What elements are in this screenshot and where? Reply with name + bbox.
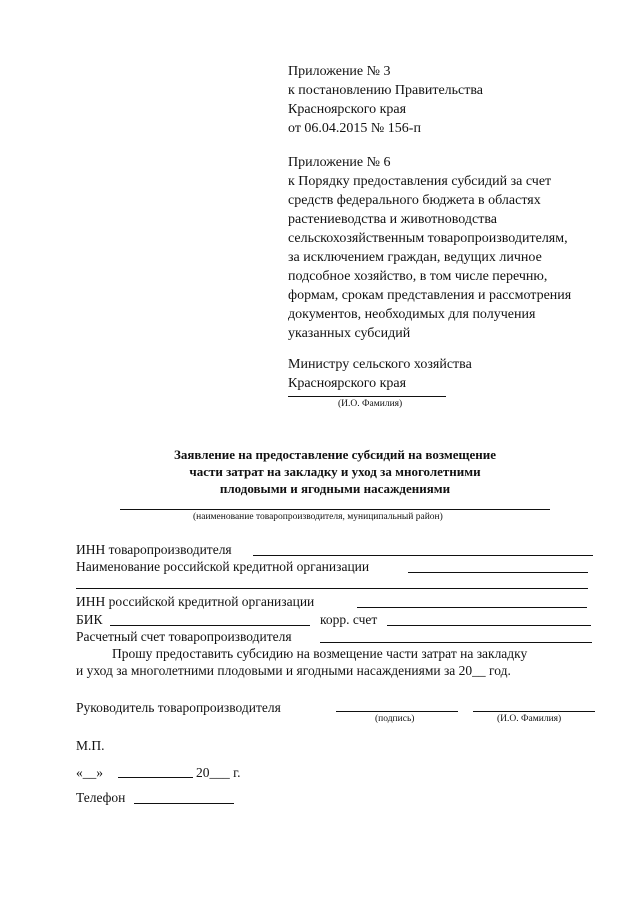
date-day: «__»	[76, 765, 103, 780]
form-title-line1: Заявление на предоставление субсидий на возмещение	[174, 447, 496, 462]
head-name-field[interactable]	[473, 711, 595, 712]
addressee-name-caption: (И.О. Фамилия)	[338, 399, 403, 409]
appendix6-line: подсобное хозяйство, в том числе перечню,	[288, 269, 548, 284]
appendix6-line: указанных субсидий	[288, 326, 411, 341]
appendix6-line: Приложение № 6	[288, 155, 391, 170]
appendix3-line3: Красноярского края	[288, 102, 407, 117]
signature-caption: (подпись)	[375, 714, 415, 724]
appendix3-line1: Приложение № 3	[288, 64, 391, 79]
bank-name-field[interactable]	[408, 572, 588, 573]
settlement-account-field[interactable]	[320, 642, 592, 643]
date-month-field[interactable]	[118, 777, 193, 778]
appendix6-line: документов, необходимых для получения	[288, 307, 536, 322]
appendix3-line4: от 06.04.2015 № 156-п	[288, 121, 421, 136]
head-label: Руководитель товаропроизводителя	[76, 700, 281, 715]
appendix6-line: средств федерального бюджета в областях	[288, 193, 541, 208]
phone-label: Телефон	[76, 790, 126, 805]
bank-name-field-continued[interactable]	[76, 588, 588, 589]
producer-name-caption: (наименование товаропроизводителя, муниципальный район)	[193, 512, 443, 522]
head-name-caption: (И.О. Фамилия)	[497, 714, 562, 724]
addressee-name-line	[288, 396, 446, 397]
bank-name-label: Наименование российской кредитной организации	[76, 559, 370, 574]
appendix6-line: сельскохозяйственным товаропроизводителям,	[288, 231, 568, 246]
producer-name-field[interactable]	[120, 509, 550, 510]
bik-label: БИК	[76, 612, 103, 627]
date-year: 20___ г.	[196, 765, 241, 780]
request-line2: и уход за многолетними плодовыми и ягодными насаждениями за 20__ год.	[76, 663, 511, 678]
inn-producer-field[interactable]	[253, 555, 593, 556]
inn-bank-field[interactable]	[357, 607, 587, 608]
form-title-line3: плодовыми и ягодными насаждениями	[219, 481, 451, 496]
seal-label: М.П.	[76, 738, 105, 753]
corr-account-field[interactable]	[387, 625, 591, 626]
appendix3-line2: к постановлению Правительства	[288, 83, 484, 98]
bik-field[interactable]	[110, 625, 310, 626]
request-line1: Прошу предоставить субсидию на возмещение части затрат на закладку	[112, 646, 528, 661]
inn-bank-label: ИНН российской кредитной организации	[76, 594, 315, 609]
appendix6-line: растениеводства и животноводства	[288, 212, 497, 227]
addressee-line2: Красноярского края	[288, 376, 407, 391]
phone-field[interactable]	[134, 803, 234, 804]
form-title-line2: части затрат на закладку и уход за многолетними	[189, 464, 481, 479]
appendix6-line: формам, срокам представления и рассмотрения	[288, 288, 572, 303]
addressee-line1: Министру сельского хозяйства	[288, 357, 472, 372]
corr-account-label: корр. счет	[320, 612, 378, 627]
inn-producer-label: ИНН товаропроизводителя	[76, 542, 232, 557]
signature-field[interactable]	[336, 711, 458, 712]
appendix6-line: к Порядку предоставления субсидий за счет	[288, 174, 552, 189]
settlement-account-label: Расчетный счет товаропроизводителя	[76, 629, 292, 644]
appendix6-line: за исключением граждан, ведущих личное	[288, 250, 542, 265]
